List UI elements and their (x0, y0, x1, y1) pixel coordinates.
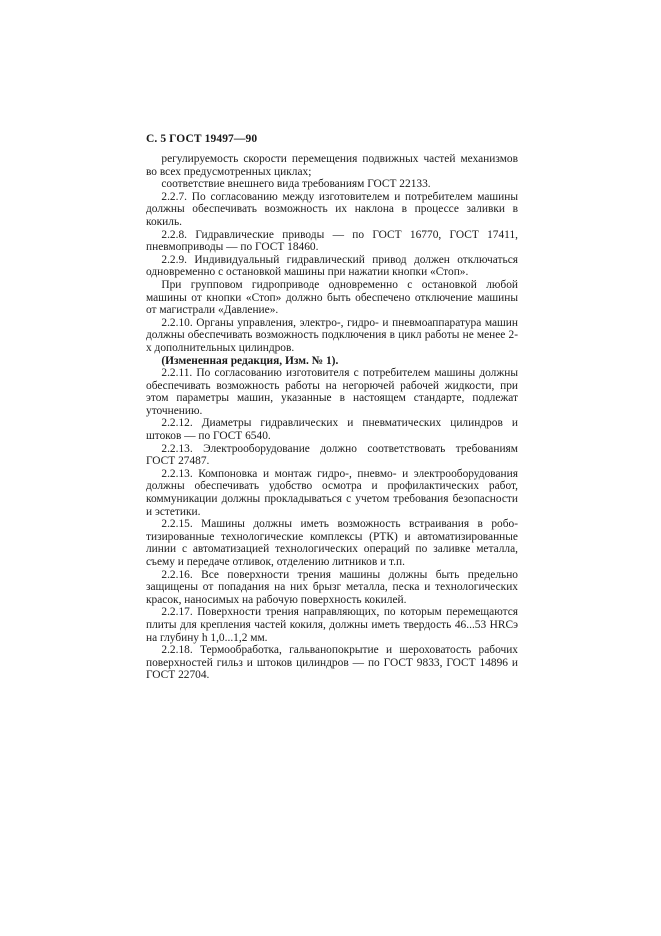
clause-2-2-16: 2.2.16. Все поверхности трения машины должны быть предельно защищены от попадания на них брызг металла, песка и технологических красок, наносимых на рабочую поверхность кокилей. (146, 568, 518, 606)
paragraph-group-drive: При групповом гидроприводе одновременно с остановкой любой машины от кнопки «Стоп» должно быть обеспечено отключение машины от магистрали «Давление». (146, 278, 518, 317)
clause-2-2-7: 2.2.7. По согласованию между изготовителем и потребителем машины должны обеспечивать возможность их наклона в процессе заливки в кокиль. (146, 190, 518, 228)
clause-2-2-13-electrical: 2.2.13. Электрооборудование должно соответствовать требованиям ГОСТ 27487. (146, 442, 518, 468)
clause-2-2-17: 2.2.17. Поверхности трения направляющих, по которым перемещаются плиты для крепления частей кокиля, должны иметь твердость 46...53 HRCэ на глубину h 1,0...1,2 мм. (146, 606, 518, 644)
clause-2-2-15: 2.2.15. Машины должны иметь возможность встраивания в роботизированные технологические комплексы (РТК) и автоматизированные линии с автоматизацией технологических операций по заливке металла, съему и передаче отливок, отделению литников и т.п. (146, 518, 518, 568)
clause-2-2-8: 2.2.8. Гидравлические приводы — по ГОСТ 16770, ГОСТ 17411, пневмоприводы — по ГОСТ 18460. (146, 228, 518, 254)
clause-2-2-10: 2.2.10. Органы управления, электро-, гидро- и пневмоаппаратура машин должны обеспечивать возможность подключения в цикл работы не менее 2-х дополнительных цилиндров. (146, 316, 518, 354)
clause-2-2-11: 2.2.11. По согласованию изготовителя с потребителем машины должны обеспечивать возможность работы на негорючей рабочей жидкости, при этом параметры машин, указанные в настоящем стандарте, подлежат уточнению. (146, 367, 518, 417)
clause-2-2-9: 2.2.9. Индивидуальный гидравлический привод должен отключаться одновременно с остановкой машины при нажатии кнопки «Стоп». (146, 253, 518, 279)
paragraph-speed-regulation: регулируемость скорости перемещения подвижных частей механизмов во всех предусмотренных циклах; (146, 153, 518, 178)
clause-2-2-13-layout: 2.2.13. Компоновка и монтаж гидро-, пневмо- и электрооборудования должны обеспечивать удобство осмотра и профилактических работ, коммуникации должны прокладываться с учетом требования безопасности и эстетики. (146, 467, 518, 518)
page-header: С. 5 ГОСТ 19497—90 (146, 133, 258, 145)
clause-2-2-18: 2.2.18. Термообработка, гальванопокрытие и шероховатость рабочих поверхностей гильз и штоков цилиндров — по ГОСТ 9833, ГОСТ 14896 и ГОСТ 22704. (146, 644, 518, 682)
document-body (146, 153, 518, 682)
edit-note: (Измененная редакция, Изм. № 1). (161, 354, 339, 367)
clause-2-2-12: 2.2.12. Диаметры гидравлических и пневматических цилиндров и штоков — по ГОСТ 6540. (146, 417, 518, 443)
paragraph-appearance: соответствие внешнего вида требованиям ГОСТ 22133. (161, 178, 431, 191)
